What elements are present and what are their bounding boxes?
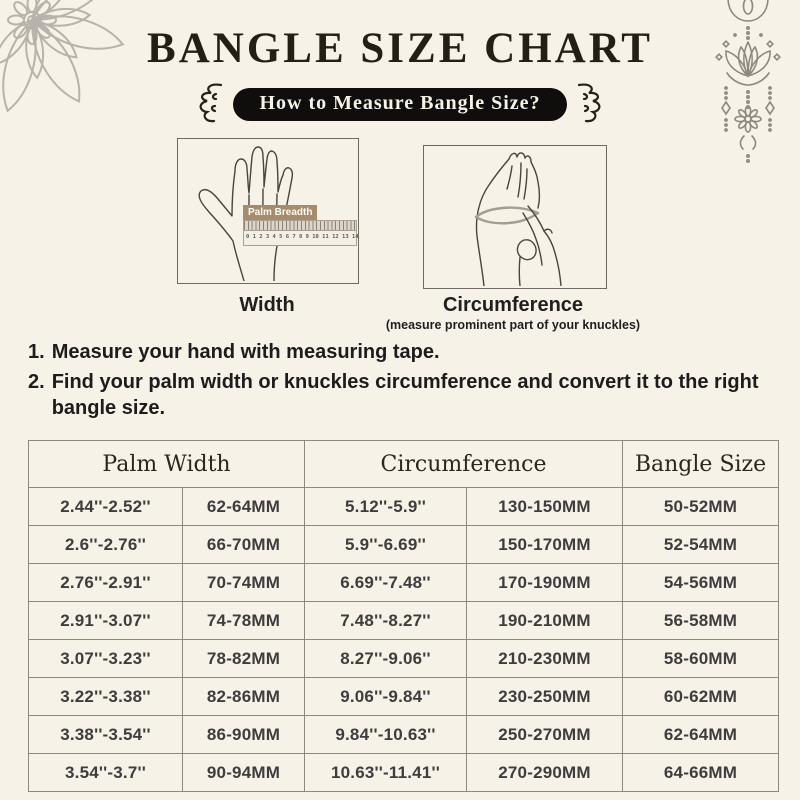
table-cell: 250-270MM: [467, 716, 623, 754]
table-cell: 7.48''-8.27'': [305, 602, 467, 640]
table-cell: 3.22''-3.38'': [29, 678, 183, 716]
table-cell: 210-230MM: [467, 640, 623, 678]
instruction-number: 1.: [28, 341, 45, 363]
width-caption: Width: [239, 294, 295, 316]
size-table-body: [29, 488, 779, 792]
table-cell: 10.63''-11.41'': [305, 754, 467, 792]
table-row: [29, 526, 779, 564]
subtitle-pill: How to Measure Bangle Size?: [233, 88, 566, 121]
table-row: [29, 564, 779, 602]
table-cell: 82-86MM: [183, 678, 305, 716]
table-cell: 60-62MM: [623, 678, 779, 716]
table-cell: 54-56MM: [623, 564, 779, 602]
size-table: [28, 440, 779, 792]
table-cell: 64-66MM: [623, 754, 779, 792]
width-illustration-box: [177, 138, 359, 284]
header-bangle-size: Bangle Size: [623, 441, 779, 488]
table-cell: 8.27''-9.06'': [305, 640, 467, 678]
table-cell: 3.07''-3.23'': [29, 640, 183, 678]
table-row: [29, 488, 779, 526]
table-cell: 2.6''-2.76'': [29, 526, 183, 564]
table-cell: 170-190MM: [467, 564, 623, 602]
page-title: BANGLE SIZE CHART: [147, 25, 653, 72]
table-cell: 62-64MM: [183, 488, 305, 526]
table-cell: 86-90MM: [183, 716, 305, 754]
table-cell: 6.69''-7.48'': [305, 564, 467, 602]
table-row: [29, 602, 779, 640]
table-row: [29, 678, 779, 716]
instruction-item: [28, 339, 774, 365]
ruler-ticks: [244, 221, 356, 231]
circumference-subcaption: (measure prominent part of your knuckles): [385, 318, 641, 332]
instruction-text: Measure your hand with measuring tape.: [51, 341, 440, 363]
table-cell: 50-52MM: [623, 488, 779, 526]
header-palm-width: Palm Width: [29, 441, 305, 488]
circumference-caption-block: [360, 294, 666, 332]
table-cell: 190-210MM: [467, 602, 623, 640]
table-cell: 5.9''-6.69'': [305, 526, 467, 564]
table-cell: 9.84''-10.63'': [305, 716, 467, 754]
table-cell: 90-94MM: [183, 754, 305, 792]
table-cell: 270-290MM: [467, 754, 623, 792]
flourish-left-icon: [194, 82, 224, 126]
ruler-numbers: 0 1 2 3 4 5 6 7 8 9 10 11 12 13 14: [246, 234, 359, 240]
table-cell: 9.06''-9.84'': [305, 678, 467, 716]
palm-breadth-label: Palm Breadth: [243, 205, 317, 220]
table-cell: 3.38''-3.54'': [29, 716, 183, 754]
instruction-text: Find your palm width or knuckles circumference and convert it to the right bangle size.: [51, 371, 759, 419]
table-cell: 66-70MM: [183, 526, 305, 564]
header-circumference: Circumference: [305, 441, 623, 488]
table-cell: 70-74MM: [183, 564, 305, 602]
table-row: [29, 754, 779, 792]
table-cell: 150-170MM: [467, 526, 623, 564]
table-cell: 78-82MM: [183, 640, 305, 678]
subtitle-row: [0, 82, 800, 126]
table-cell: 2.44''-2.52'': [29, 488, 183, 526]
instruction-number: 2.: [28, 371, 45, 393]
instructions: [28, 339, 774, 425]
table-cell: 52-54MM: [623, 526, 779, 564]
instruction-item: [28, 369, 774, 421]
table-row: [29, 716, 779, 754]
table-cell: 62-64MM: [623, 716, 779, 754]
circumference-caption: Circumference: [442, 294, 584, 316]
table-cell: 74-78MM: [183, 602, 305, 640]
table-cell: 230-250MM: [467, 678, 623, 716]
table-cell: 58-60MM: [623, 640, 779, 678]
table-row: [29, 640, 779, 678]
circumference-illustration-box: [423, 145, 607, 289]
table-cell: 56-58MM: [623, 602, 779, 640]
table-cell: 130-150MM: [467, 488, 623, 526]
table-cell: 2.91''-3.07'': [29, 602, 183, 640]
hand-circumference-illustration: [424, 146, 604, 286]
table-cell: 2.76''-2.91'': [29, 564, 183, 602]
table-cell: 5.12''-5.9'': [305, 488, 467, 526]
table-cell: 3.54''-3.7'': [29, 754, 183, 792]
ruler: [243, 220, 357, 246]
flourish-right-icon: [576, 82, 606, 126]
table-header-row: [29, 441, 779, 488]
